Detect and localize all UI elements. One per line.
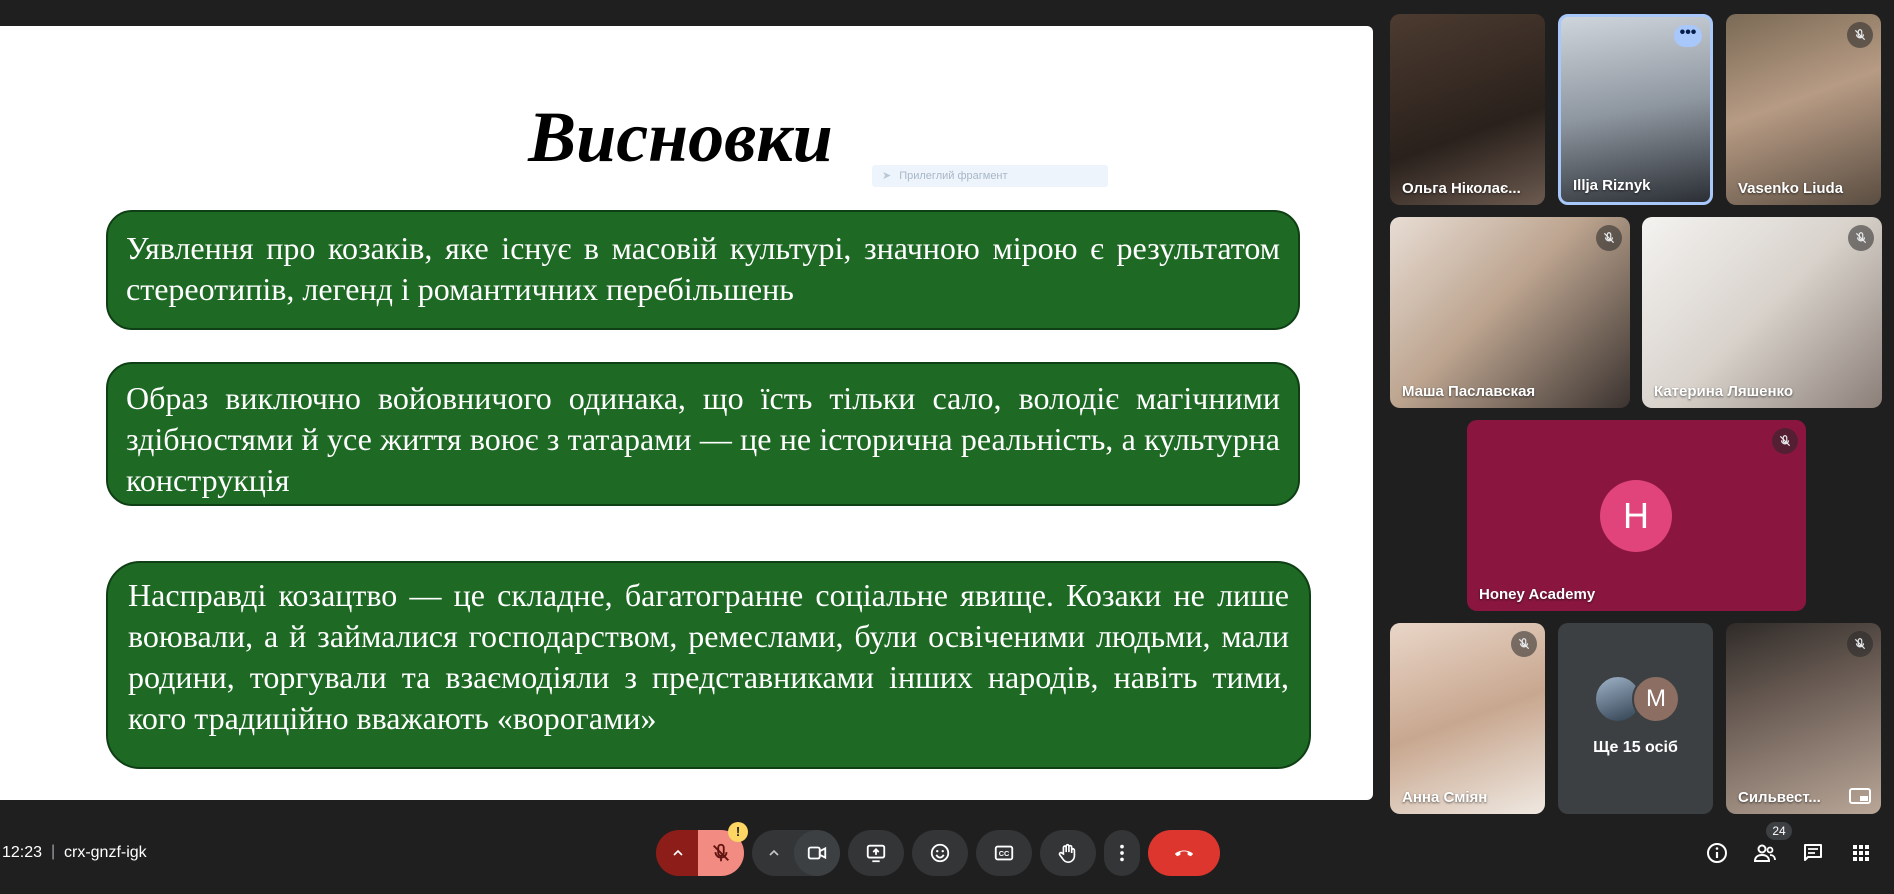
separator: | <box>51 843 56 860</box>
conclusion-text-3: Насправді козацтво — це складне, багатогранне соціальне явище. Козаки не лише воювали, а й займалися господарством, ремеслами, були освіченими людьми, мали родини, торгували та взаємодіяли з представниками інших народів, навіть тими, кого традиційно вважають «ворогами» <box>128 577 1289 736</box>
camera-toggle-button[interactable] <box>794 830 840 876</box>
captions-button[interactable] <box>976 830 1032 876</box>
more-participants-label: Ще 15 осіб <box>1593 739 1678 756</box>
leave-call-button[interactable] <box>1148 830 1220 876</box>
participant-tile[interactable] <box>1390 623 1545 814</box>
camera-icon <box>806 842 828 864</box>
participant-name: Vasenko Liuda <box>1738 180 1844 197</box>
raise-hand-icon <box>1057 842 1079 864</box>
participant-tile[interactable] <box>1642 217 1882 408</box>
avatar: M <box>1632 675 1680 723</box>
call-end-icon <box>1173 842 1195 864</box>
present-button[interactable] <box>848 830 904 876</box>
emoji-button[interactable] <box>912 830 968 876</box>
avatar: H <box>1600 480 1672 552</box>
mic-off-icon <box>1772 428 1798 454</box>
captions-icon <box>993 842 1015 864</box>
warning-icon: ! <box>728 822 748 842</box>
mic-options-button[interactable] <box>656 830 700 876</box>
mic-off-icon <box>1847 631 1873 657</box>
mic-control-group <box>656 824 744 876</box>
people-icon[interactable] <box>1752 840 1778 866</box>
chat-icon[interactable] <box>1800 840 1826 866</box>
svg-text:CC: CC <box>998 849 1010 859</box>
participant-tile[interactable] <box>1467 420 1806 611</box>
more-vert-icon <box>1111 842 1133 864</box>
mic-off-icon <box>1847 22 1873 48</box>
present-icon <box>865 842 887 864</box>
people-count-badge: 24 <box>1766 822 1792 840</box>
mic-off-icon <box>1596 225 1622 251</box>
cursor-arrow-icon: ➤ <box>882 170 892 182</box>
pip-icon[interactable] <box>1849 788 1871 804</box>
participant-tile[interactable] <box>1390 14 1545 205</box>
info-icon[interactable] <box>1704 840 1730 866</box>
raise-hand-button[interactable] <box>1040 830 1096 876</box>
camera-options-button[interactable] <box>752 830 796 876</box>
avatar-stack <box>1594 675 1684 721</box>
conclusion-text-1: Уявлення про козаків, яке існує в масовій культурі, значною мірою є результатом стереотипів, легенд і романтичних перебільшень <box>126 230 1280 307</box>
participant-name: Анна Сміян <box>1402 789 1488 806</box>
more-horiz-icon[interactable]: ••• <box>1674 25 1702 47</box>
apps-icon[interactable] <box>1848 840 1874 866</box>
tooltip-text: Прилеглий фрагмент <box>899 170 1008 182</box>
conclusion-box-1 <box>106 210 1300 330</box>
participant-name: Катерина Ляшенко <box>1654 383 1793 400</box>
emoji-icon <box>929 842 951 864</box>
camera-control-group <box>752 830 840 876</box>
chevron-up-icon <box>670 845 686 861</box>
participant-tile-active[interactable] <box>1558 14 1713 205</box>
mic-off-icon <box>1848 225 1874 251</box>
meeting-code: crx-gnzf-igk <box>64 844 147 861</box>
participant-name: Сильвест... <box>1738 789 1821 806</box>
participant-tile[interactable] <box>1390 217 1630 408</box>
conclusion-text-2: Образ виключно войовничого одинака, що їсть тільки сало, володіє магічними здібностями й усе життя воює з татарами — це не історична реальність, а культурна конструкція <box>126 380 1280 498</box>
clock: 12:23 <box>2 844 43 861</box>
more-participants-tile[interactable] <box>1558 623 1713 814</box>
participant-name: Honey Academy <box>1479 586 1596 603</box>
slide-title: Висновки <box>528 97 833 177</box>
participant-tile[interactable] <box>1726 623 1881 814</box>
chevron-up-icon <box>766 845 782 861</box>
more-options-button[interactable] <box>1104 830 1140 876</box>
conclusion-box-2 <box>106 362 1300 506</box>
presentation-slide <box>0 26 1373 800</box>
bottom-toolbar <box>0 820 1894 894</box>
tooltip-hint <box>872 165 1108 187</box>
participant-name: Illja Riznyk <box>1573 177 1651 194</box>
mic-off-icon <box>710 842 732 864</box>
mic-off-icon <box>1511 631 1537 657</box>
participant-name: Ольга Ніколає... <box>1402 180 1521 197</box>
conclusion-box-3 <box>106 561 1311 769</box>
participant-name: Маша Паславская <box>1402 383 1536 400</box>
participant-tile[interactable] <box>1726 14 1881 205</box>
